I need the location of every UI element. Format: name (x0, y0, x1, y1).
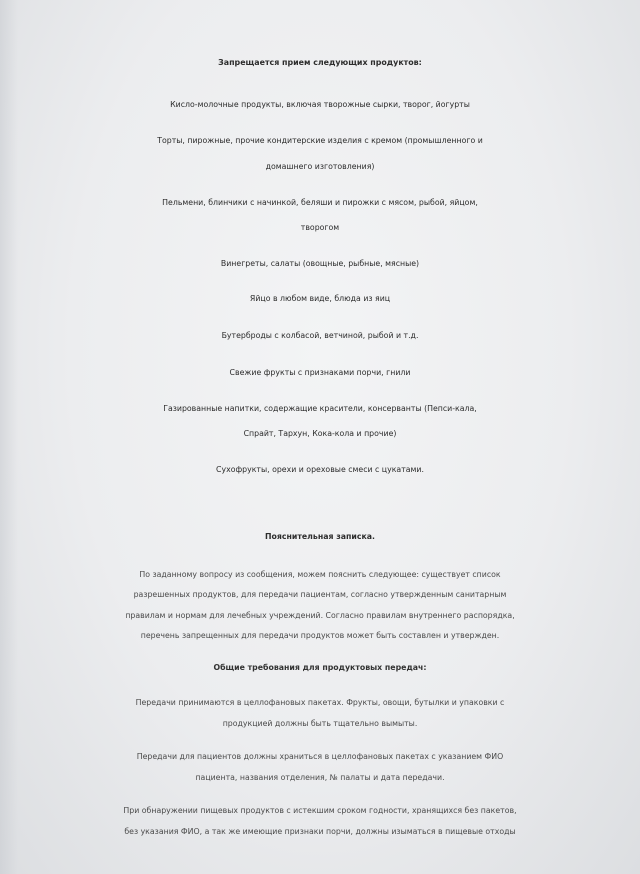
prohibited-item-eggs: Яйцо в любом виде, блюда из яиц (249, 294, 391, 303)
prohibited-item-dumplings-line1: Пельмени, блинчики с начинкой, беляши и пирожки с мясом, рыбой, яйцом, (162, 198, 478, 207)
prohibited-item-salads: Винегреты, салаты (овощные, рыбные, мясные) (220, 259, 420, 268)
prohibited-item-dumplings-line2: творогом (300, 223, 340, 232)
note-paragraph2-line2: продукцией должны быть тщательно вымыты. (222, 719, 418, 728)
prohibited-products-title: Запрещается прием следующих продуктов: (218, 58, 422, 67)
prohibited-item-fruits: Свежие фрукты с признаками порчи, гнили (229, 368, 411, 377)
note-paragraph1-line3: правилам и нормам для лечебных учреждений. Согласно правилам внутреннего распорядка, (125, 611, 515, 620)
note-paragraph2-line1: Передачи принимаются в целлофановых пакетах. Фрукты, овощи, бутылки и упаковки с (135, 698, 505, 707)
prohibited-item-dried-fruits: Сухофрукты, орехи и ореховые смеси с цукатами. (216, 465, 424, 474)
prohibited-item-cakes-line2: домашнего изготовления) (265, 162, 375, 171)
prohibited-item-cakes-line1: Торты, пирожные, прочие кондитерские изделия с кремом (промышленного и (157, 136, 483, 145)
note-paragraph3-line1: Передачи для пациентов должны храниться в целлофановых пакетах с указанием ФИО (136, 752, 504, 761)
explanatory-note-title: Пояснительная записка. (265, 532, 375, 541)
note-paragraph1-line4: перечень запрещенных для передачи продуктов может быть составлен и утвержден. (140, 631, 500, 640)
prohibited-item-soda-line2: Спрайт, Тархун, Кока-кола и прочие) (243, 429, 397, 438)
general-requirements-subtitle: Общие требования для продуктовых передач: (213, 663, 427, 672)
note-paragraph1-line1: По заданному вопросу из сообщения, можем пояснить следующее: существует список (139, 570, 501, 579)
note-paragraph4-line2: без указания ФИО, а так же имеющие признаки порчи, должны изыматься в пищевые отходы (124, 827, 516, 836)
note-paragraph3-line2: пациента, названия отделения, № палаты и дата передачи. (195, 773, 445, 782)
prohibited-item-dairy: Кисло-молочные продукты, включая творожные сырки, творог, йогурты (170, 100, 470, 109)
prohibited-item-soda-line1: Газированные напитки, содержащие красители, консерванты (Пепси-кала, (163, 404, 477, 413)
note-paragraph4-line1: При обнаружении пищевых продуктов с истекшим сроком годности, хранящихся без пакетов, (123, 806, 517, 815)
prohibited-item-sandwiches: Бутерброды с колбасой, ветчиной, рыбой и т.д. (221, 331, 419, 340)
note-paragraph1-line2: разрешенных продуктов, для передачи пациентам, согласно утвержденным санитарным (133, 590, 507, 599)
